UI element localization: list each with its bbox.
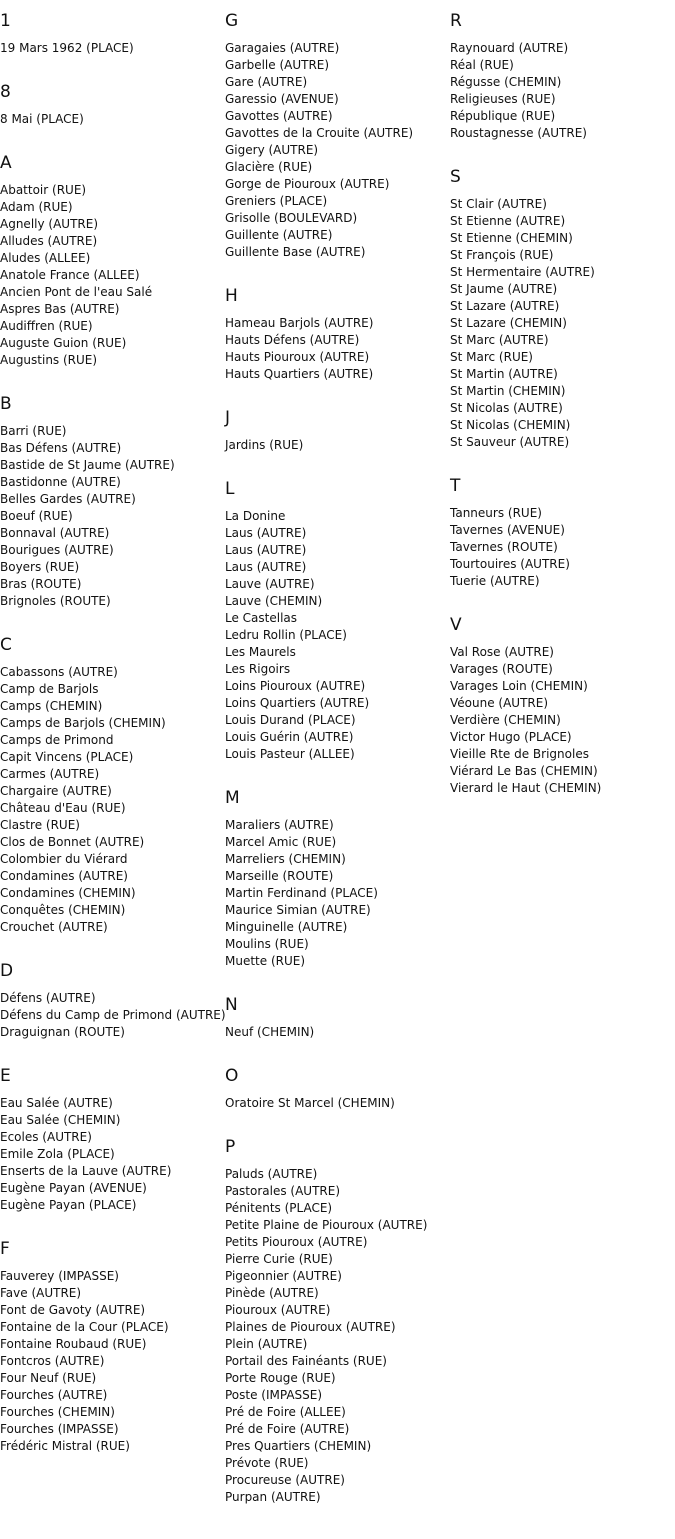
street-list <box>225 817 447 970</box>
street-link[interactable]: Louis Durand (PLACE) <box>225 713 356 727</box>
letter-heading: O <box>225 1066 239 1086</box>
letter-group <box>225 407 447 454</box>
letter-heading: S <box>450 167 461 187</box>
street-link[interactable]: Tuerie (AUTRE) <box>450 574 540 588</box>
street-link[interactable]: Raynouard (AUTRE) <box>450 41 569 55</box>
street-link[interactable]: Minguinelle (AUTRE) <box>225 920 348 934</box>
street-link[interactable]: Muette (RUE) <box>225 954 306 968</box>
street-link[interactable]: Roustagnesse (AUTRE) <box>450 126 587 140</box>
street-list <box>450 40 672 142</box>
street-link[interactable]: Fauverey (IMPASSE) <box>0 1269 119 1283</box>
street-list <box>0 423 222 610</box>
street-link[interactable]: St Nicolas (CHEMIN) <box>450 418 571 432</box>
street-list <box>225 1166 447 1506</box>
street-link[interactable]: Camps de Primond <box>0 733 114 747</box>
street-link[interactable]: Audiffren (RUE) <box>0 319 93 333</box>
street-list <box>0 990 226 1041</box>
street-link[interactable]: Hauts Piouroux (AUTRE) <box>225 350 370 364</box>
street-link[interactable]: Pré de Foire (ALLEE) <box>225 1405 346 1419</box>
street-link[interactable]: Loins Quartiers (AUTRE) <box>225 696 370 710</box>
street-link[interactable]: Emile Zola (PLACE) <box>0 1147 115 1161</box>
index-column-1 <box>0 10 226 1479</box>
street-link[interactable]: St Marc (RUE) <box>450 350 533 364</box>
street-link[interactable]: Martin Ferdinand (PLACE) <box>225 886 378 900</box>
street-link[interactable]: Cabassons (AUTRE) <box>0 665 118 679</box>
street-link[interactable]: Fontcros (AUTRE) <box>0 1354 105 1368</box>
street-link[interactable]: Gavottes de la Crouite (AUTRE) <box>225 126 414 140</box>
street-link[interactable]: St Nicolas (AUTRE) <box>450 401 563 415</box>
street-link[interactable]: Vieille Rte de Brignoles <box>450 747 589 761</box>
letter-heading: F <box>0 1239 10 1259</box>
letter-group <box>225 994 447 1041</box>
letter-heading: 8 <box>0 82 11 102</box>
street-link[interactable]: Pierre Curie (RUE) <box>225 1252 333 1266</box>
street-list <box>225 508 447 763</box>
street-link[interactable]: Fontaine de la Cour (PLACE) <box>0 1320 169 1334</box>
street-link[interactable]: Boeuf (RUE) <box>0 509 73 523</box>
street-link[interactable]: Clos de Bonnet (AUTRE) <box>0 835 145 849</box>
street-link[interactable]: Enserts de la Lauve (AUTRE) <box>0 1164 172 1178</box>
street-link[interactable]: Lauve (AUTRE) <box>225 577 315 591</box>
street-link[interactable]: Carmes (AUTRE) <box>0 767 100 781</box>
street-link[interactable]: Guillente Base (AUTRE) <box>225 245 366 259</box>
street-link[interactable]: St Etienne (AUTRE) <box>450 214 566 228</box>
street-link[interactable]: Hauts Quartiers (AUTRE) <box>225 367 374 381</box>
street-link[interactable]: Bourigues (AUTRE) <box>0 543 114 557</box>
street-link[interactable]: St Lazare (AUTRE) <box>450 299 560 313</box>
street-link[interactable]: Gare (AUTRE) <box>225 75 308 89</box>
letter-group <box>225 787 447 970</box>
street-link[interactable]: Eau Salée (CHEMIN) <box>0 1113 121 1127</box>
street-list <box>0 1268 222 1455</box>
street-link[interactable]: Alludes (AUTRE) <box>0 234 98 248</box>
street-link[interactable]: Crouchet (AUTRE) <box>0 920 108 934</box>
street-link[interactable]: Régusse (CHEMIN) <box>450 75 562 89</box>
street-link[interactable]: Marcel Amic (RUE) <box>225 835 337 849</box>
street-link[interactable]: Bonnaval (AUTRE) <box>0 526 110 540</box>
street-link[interactable]: St François (RUE) <box>450 248 554 262</box>
street-link[interactable]: Capit Vincens (PLACE) <box>0 750 134 764</box>
street-link[interactable]: Louis Guérin (AUTRE) <box>225 730 354 744</box>
street-link[interactable]: Gorge de Piouroux (AUTRE) <box>225 177 390 191</box>
letter-heading: G <box>225 11 239 31</box>
street-link[interactable]: St Hermentaire (AUTRE) <box>450 265 595 279</box>
letter-group <box>225 1136 447 1506</box>
street-link[interactable]: Pénitents (PLACE) <box>225 1201 333 1215</box>
street-link[interactable]: Véoune (AUTRE) <box>450 696 549 710</box>
street-link[interactable]: Viérard Le Bas (CHEMIN) <box>450 764 598 778</box>
street-link[interactable]: Pastorales (AUTRE) <box>225 1184 341 1198</box>
street-link[interactable]: Plaines de Piouroux (AUTRE) <box>225 1320 396 1334</box>
street-link[interactable]: Neuf (CHEMIN) <box>225 1025 315 1039</box>
street-link[interactable]: Purpan (AUTRE) <box>225 1490 321 1504</box>
street-link[interactable]: Laus (AUTRE) <box>225 560 307 574</box>
letter-heading: L <box>225 479 235 499</box>
street-link[interactable]: Victor Hugo (PLACE) <box>450 730 572 744</box>
street-link[interactable]: Abattoir (RUE) <box>0 183 87 197</box>
street-link[interactable]: Draguignan (ROUTE) <box>0 1025 125 1039</box>
letter-heading: B <box>0 394 12 414</box>
street-link[interactable]: Bas Défens (AUTRE) <box>0 441 122 455</box>
street-link[interactable]: Louis Pasteur (ALLEE) <box>225 747 355 761</box>
street-link[interactable]: Greniers (PLACE) <box>225 194 328 208</box>
letter-heading: R <box>450 11 462 31</box>
street-link[interactable]: Laus (AUTRE) <box>225 526 307 540</box>
street-link[interactable]: Vierard le Haut (CHEMIN) <box>450 781 602 795</box>
street-list <box>225 315 447 383</box>
street-link[interactable]: Augustins (RUE) <box>0 353 98 367</box>
letter-group <box>0 1065 222 1214</box>
street-link[interactable]: Plein (AUTRE) <box>225 1337 308 1351</box>
street-link[interactable]: Porte Rouge (RUE) <box>225 1371 336 1385</box>
street-link[interactable]: Ancien Pont de l'eau Salé <box>0 285 153 299</box>
street-link[interactable]: Tavernes (AVENUE) <box>450 523 565 537</box>
street-link[interactable]: Aludes (ALLEE) <box>0 251 91 265</box>
street-link[interactable]: Pré de Foire (AUTRE) <box>225 1422 350 1436</box>
letter-heading: V <box>450 615 462 635</box>
street-link[interactable]: Tavernes (ROUTE) <box>450 540 558 554</box>
street-link[interactable]: Conquêtes (CHEMIN) <box>0 903 126 917</box>
street-link[interactable]: Oratoire St Marcel (CHEMIN) <box>225 1096 395 1110</box>
index-column-3 <box>450 10 672 821</box>
street-link[interactable]: Poste (IMPASSE) <box>225 1388 323 1402</box>
street-link[interactable]: Laus (AUTRE) <box>225 543 307 557</box>
letter-heading: D <box>0 961 14 981</box>
street-link[interactable]: Condamines (AUTRE) <box>0 869 128 883</box>
street-link[interactable]: Hameau Barjols (AUTRE) <box>225 316 374 330</box>
letter-group <box>225 478 447 763</box>
street-link[interactable]: Ledru Rollin (PLACE) <box>225 628 347 642</box>
street-list <box>450 644 672 797</box>
letter-group <box>450 166 672 451</box>
letter-group <box>0 960 226 1041</box>
street-link[interactable]: Moulins (RUE) <box>225 937 309 951</box>
street-link[interactable]: Petite Plaine de Piouroux (AUTRE) <box>225 1218 428 1232</box>
street-link[interactable]: Varages Loin (CHEMIN) <box>450 679 588 693</box>
letter-group <box>0 1238 222 1455</box>
street-link[interactable]: Jardins (RUE) <box>225 438 304 452</box>
street-list <box>450 196 672 451</box>
street-list <box>0 111 222 128</box>
letter-group <box>450 10 672 142</box>
street-link[interactable]: Fourches (CHEMIN) <box>0 1405 115 1419</box>
street-list <box>225 40 447 261</box>
street-link[interactable]: Garagaies (AUTRE) <box>225 41 340 55</box>
street-link[interactable]: République (RUE) <box>450 109 556 123</box>
street-link[interactable]: Portail des Fainéants (RUE) <box>225 1354 387 1368</box>
street-link[interactable]: Marreliers (CHEMIN) <box>225 852 346 866</box>
street-link[interactable]: 8 Mai (PLACE) <box>0 112 84 126</box>
street-link[interactable]: Boyers (RUE) <box>0 560 80 574</box>
street-link[interactable]: Maraliers (AUTRE) <box>225 818 334 832</box>
street-link[interactable]: Gavottes (AUTRE) <box>225 109 333 123</box>
street-link[interactable]: St Lazare (CHEMIN) <box>450 316 567 330</box>
street-link[interactable]: Aspres Bas (AUTRE) <box>0 302 120 316</box>
letter-group <box>0 81 222 128</box>
street-link[interactable]: Camps (CHEMIN) <box>0 699 103 713</box>
street-link[interactable]: Anatole France (ALLEE) <box>0 268 140 282</box>
street-link[interactable]: Barri (RUE) <box>0 424 67 438</box>
street-link[interactable]: St Clair (AUTRE) <box>450 197 547 211</box>
street-link[interactable]: Grisolle (BOULEVARD) <box>225 211 358 225</box>
street-link[interactable]: Auguste Guion (RUE) <box>0 336 127 350</box>
letter-group <box>450 475 672 590</box>
street-link[interactable]: Les Rigoirs <box>225 662 291 676</box>
street-link[interactable]: Agnelly (AUTRE) <box>0 217 99 231</box>
street-link[interactable]: Maurice Simian (AUTRE) <box>225 903 371 917</box>
street-link[interactable]: Adam (RUE) <box>0 200 73 214</box>
street-link[interactable]: Fontaine Roubaud (RUE) <box>0 1337 147 1351</box>
street-link[interactable]: St Etienne (CHEMIN) <box>450 231 573 245</box>
street-link[interactable]: Brignoles (ROUTE) <box>0 594 111 608</box>
letter-heading: C <box>0 635 12 655</box>
street-link[interactable]: Clastre (RUE) <box>0 818 80 832</box>
street-link[interactable]: Camp de Barjols <box>0 682 99 696</box>
street-link[interactable]: Pres Quartiers (CHEMIN) <box>225 1439 372 1453</box>
street-link[interactable]: Lauve (CHEMIN) <box>225 594 323 608</box>
street-link[interactable]: St Sauveur (AUTRE) <box>450 435 570 449</box>
letter-heading: H <box>225 286 238 306</box>
letter-group <box>225 1065 447 1112</box>
street-link[interactable]: Défens (AUTRE) <box>0 991 96 1005</box>
street-link[interactable]: Eugène Payan (PLACE) <box>0 1198 137 1212</box>
street-link[interactable]: Réal (RUE) <box>450 58 514 72</box>
letter-group <box>0 10 222 57</box>
street-link[interactable]: Procureuse (AUTRE) <box>225 1473 345 1487</box>
street-link[interactable]: Garbelle (AUTRE) <box>225 58 330 72</box>
street-link[interactable]: Petits Piouroux (AUTRE) <box>225 1235 368 1249</box>
street-link[interactable]: Condamines (CHEMIN) <box>0 886 136 900</box>
street-list <box>0 182 222 369</box>
street-link[interactable]: Chargaire (AUTRE) <box>0 784 112 798</box>
letter-group <box>225 10 447 261</box>
street-link[interactable]: Val Rose (AUTRE) <box>450 645 554 659</box>
letter-group <box>450 614 672 797</box>
street-link[interactable]: Frédéric Mistral (RUE) <box>0 1439 130 1453</box>
street-list <box>0 1095 222 1214</box>
letter-heading: M <box>225 788 240 808</box>
street-link[interactable]: St Jaume (AUTRE) <box>450 282 558 296</box>
street-link[interactable]: Colombier du Viérard <box>0 852 128 866</box>
street-link[interactable]: Eau Salée (AUTRE) <box>0 1096 113 1110</box>
street-link[interactable]: Belles Gardes (AUTRE) <box>0 492 136 506</box>
letter-heading: P <box>225 1137 236 1157</box>
street-link[interactable]: Camps de Barjols (CHEMIN) <box>0 716 166 730</box>
street-link[interactable]: Prévote (RUE) <box>225 1456 309 1470</box>
street-list <box>225 437 447 454</box>
street-link[interactable]: St Martin (CHEMIN) <box>450 384 566 398</box>
street-link[interactable]: Font de Gavoty (AUTRE) <box>0 1303 146 1317</box>
letter-heading: J <box>225 408 231 428</box>
letter-heading: E <box>0 1066 11 1086</box>
street-link[interactable]: Marseille (ROUTE) <box>225 869 334 883</box>
street-link[interactable]: 19 Mars 1962 (PLACE) <box>0 41 134 55</box>
street-link[interactable]: Tanneurs (RUE) <box>450 506 542 520</box>
street-link[interactable]: Paluds (AUTRE) <box>225 1167 318 1181</box>
street-link[interactable]: Pigeonnier (AUTRE) <box>225 1269 342 1283</box>
street-link[interactable]: St Marc (AUTRE) <box>450 333 549 347</box>
street-link[interactable]: Fave (AUTRE) <box>0 1286 82 1300</box>
street-link[interactable]: Les Maurels <box>225 645 296 659</box>
street-link[interactable]: Eugène Payan (AVENUE) <box>0 1181 147 1195</box>
street-link[interactable]: Défens du Camp de Primond (AUTRE) <box>0 1008 226 1022</box>
street-link[interactable]: Bastide de St Jaume (AUTRE) <box>0 458 175 472</box>
street-link[interactable]: Four Neuf (RUE) <box>0 1371 97 1385</box>
street-link[interactable]: Tourtouires (AUTRE) <box>450 557 570 571</box>
street-list <box>0 664 222 936</box>
street-link[interactable]: Château d'Eau (RUE) <box>0 801 126 815</box>
letter-group <box>225 285 447 383</box>
street-link[interactable]: Garessio (AVENUE) <box>225 92 339 106</box>
street-link[interactable]: Glacière (RUE) <box>225 160 313 174</box>
street-link[interactable]: Fourches (AUTRE) <box>0 1388 108 1402</box>
index-column-2 <box>225 10 447 1530</box>
street-link[interactable]: Religieuses (RUE) <box>450 92 556 106</box>
letter-group <box>0 393 222 610</box>
letter-heading: N <box>225 995 238 1015</box>
street-link[interactable]: Hauts Défens (AUTRE) <box>225 333 360 347</box>
street-link[interactable]: Pinède (AUTRE) <box>225 1286 319 1300</box>
street-link[interactable]: La Donine <box>225 509 286 523</box>
street-link[interactable]: Bras (ROUTE) <box>0 577 82 591</box>
street-link[interactable]: Gigery (AUTRE) <box>225 143 319 157</box>
letter-heading: 1 <box>0 11 11 31</box>
street-list <box>225 1095 447 1112</box>
street-link[interactable]: Piouroux (AUTRE) <box>225 1303 331 1317</box>
street-list <box>225 1024 447 1041</box>
street-link[interactable]: Guillente (AUTRE) <box>225 228 333 242</box>
street-link[interactable]: Verdière (CHEMIN) <box>450 713 561 727</box>
street-link[interactable]: Fourches (IMPASSE) <box>0 1422 119 1436</box>
street-list <box>450 505 672 590</box>
street-link[interactable]: Loins Piouroux (AUTRE) <box>225 679 366 693</box>
letter-group <box>0 152 222 369</box>
street-link[interactable]: Bastidonne (AUTRE) <box>0 475 121 489</box>
street-link[interactable]: Varages (ROUTE) <box>450 662 553 676</box>
letter-heading: T <box>450 476 461 496</box>
street-link[interactable]: St Martin (AUTRE) <box>450 367 558 381</box>
letter-group <box>0 634 222 936</box>
street-link[interactable]: Ecoles (AUTRE) <box>0 1130 92 1144</box>
letter-heading: A <box>0 153 12 173</box>
street-link[interactable]: Le Castellas <box>225 611 298 625</box>
street-list <box>0 40 222 57</box>
